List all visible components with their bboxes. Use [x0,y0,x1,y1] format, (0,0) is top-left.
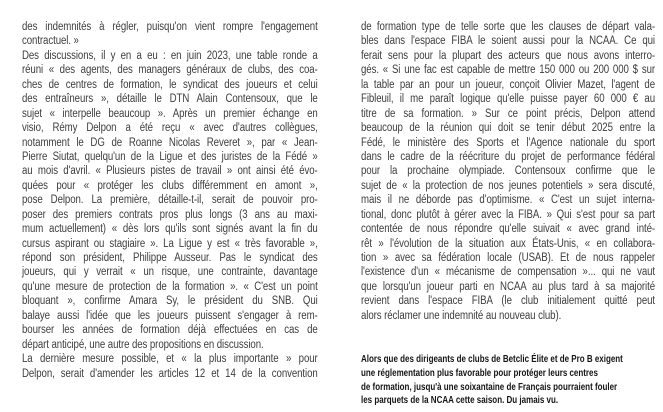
text-line: qu'une mesure de protection de la formation ». « C'est un point [22,280,318,293]
text-line: visio, Rémy Delpon a été reçu « avec d'autres collègues, [22,122,318,135]
standfirst-line: de formation, jusqu'à une soixantaine de Français pourraient fouler [361,381,618,393]
article-standfirst [361,353,663,408]
text-line: Des discussions, il y en a eu : en juin 2023, une table ronde a [22,49,318,62]
paragraph [361,20,655,323]
text-line: Fibleuil, il me paraît logique qu'elle puisse payer 60 000 € au [361,93,655,106]
text-line: Delpon, serait d'amender les articles 12 et 14 de la convention [22,367,318,380]
text-line: notamment le DG de Roanne Nicolas Reveret », par « Jean- [22,136,318,149]
text-line: l'existence d'un « mécanisme de compensation »... qui ne vaut [361,266,655,279]
text-line: que lorsqu'un joueur parti en NCAA au plus tard à sa majorité [361,280,655,293]
text-line: répond son président, Philippe Ausseur. Pas le syndicat des [22,252,318,264]
text-line: gés. « Si une fac est capable de mettre 150 000 ou 200 000 $ sur [361,64,655,77]
text-line: de formation type de telle sorte que les clauses de départ vala- [361,21,655,33]
text-line: contractuel. » [22,35,79,48]
paragraph [22,352,318,381]
text-line: tion » avec sa fédération locale (USAB). Et de nous rappeler [361,252,655,264]
text-line: des entraîneurs », détaille le DTN Alain Contensoux, que le [22,93,318,106]
text-line: bles dans l'espace FIBA le soient aussi pour la NCAA. Ce qui [361,35,655,48]
text-line: bourser les années de formation déjà effectuées en cas de [22,324,318,337]
text-line: alors réclamer une indemnité au nouveau club). [361,309,562,322]
text-line: sujet « interpelle beaucoup ». Après un premier échange en [22,107,318,120]
paragraph [22,20,318,49]
text-line: contentée de nous répondre qu'elle suivait « avec grand inté- [361,223,655,236]
text-line: départ anticipé, une autre des propositions en discussion. [22,338,264,351]
text-line: poser des premiers contrats pros plus longs (3 ans au maxi- [22,208,318,221]
text-line: bloquant », confirme Amara Sy, le président du SNB. Qui [22,295,318,308]
text-line: tional, donc plutôt à gérer avec la FIBA. » Qui s'est pour sa part [361,208,655,221]
text-line: des indemnités à régler, puisqu'on vient rompre l'engagement [22,21,318,33]
text-line: beaucoup de la réunion qui doit se tenir début 2025 entre la [361,122,655,135]
text-line: revient dans l'espace FIBA (le club initialement quitté peut [361,295,655,308]
text-line: ferait sens pour la plupart des acteurs que nous avons interro- [361,49,655,62]
text-line: rêt » l'évolution de la situation aux États-Unis, « en collabora- [361,237,655,250]
text-line: ches de centres de formation, le syndicat des joueurs et celui [22,78,318,91]
standfirst-line: Alors que des dirigeants de clubs de Betclic Élite et de Pro B exigent [361,354,623,365]
text-line: sujet de « la protection de nos jeunes potentiels » sera discuté, [361,179,655,192]
text-line: Pierre Siutat, quelqu'un de la Ligue et des juristes de la Fédé » [22,150,318,163]
text-line: mais il ne déborde pas d'optimisme. « C'est un sujet interna- [361,194,655,207]
text-line: mum actuellement) « dès lors qu'ils sont signés avant la fin du [22,223,318,236]
text-line: quées pour « protéger les clubs différemment en amont », [22,179,318,192]
standfirst-line: les parquets de la NCAA cette saison. Du jamais vu. [361,395,559,407]
article-column-left [22,20,318,381]
text-line: pose Delpon. La première, détaille-t-il, serait de pouvoir pro- [22,194,318,207]
paragraph [22,49,318,352]
text-line: Fédé, le ministère des Sports et l'Agence nationale du sport [361,136,655,149]
text-line: la table par an pour un joueur, conçoit Olivier Mazet, l'agent de [361,78,655,91]
text-line: La dernière mesure possible, et « la plus importante » pour [22,353,318,366]
text-line: cursus aspirant ou stagiaire ». La Ligue y est « très favorable », [22,237,318,250]
text-line: réuni « des agents, des managers généraux de clubs, des coa- [22,64,318,77]
standfirst-line: une réglementation plus favorable pour protéger leurs centres [361,367,598,379]
text-line: au mois d'avril. « Plusieurs pistes de travail » ont ainsi été évo- [22,165,318,178]
article-column-right [361,20,655,323]
text-line: joueurs, qui y verrait « un risque, une contrainte, davantage [22,266,318,279]
text-line: pour la prochaine olympiade. Contensoux confirme que le [361,165,655,178]
text-line: dans le cadre de la réécriture du projet de performance fédéral [361,150,655,163]
text-line: titre de sa formation. » Sur ce point précis, Delpon attend [361,107,655,120]
text-line: balaye aussi l'idée que les joueurs puissent s'engager à rem- [22,309,318,322]
